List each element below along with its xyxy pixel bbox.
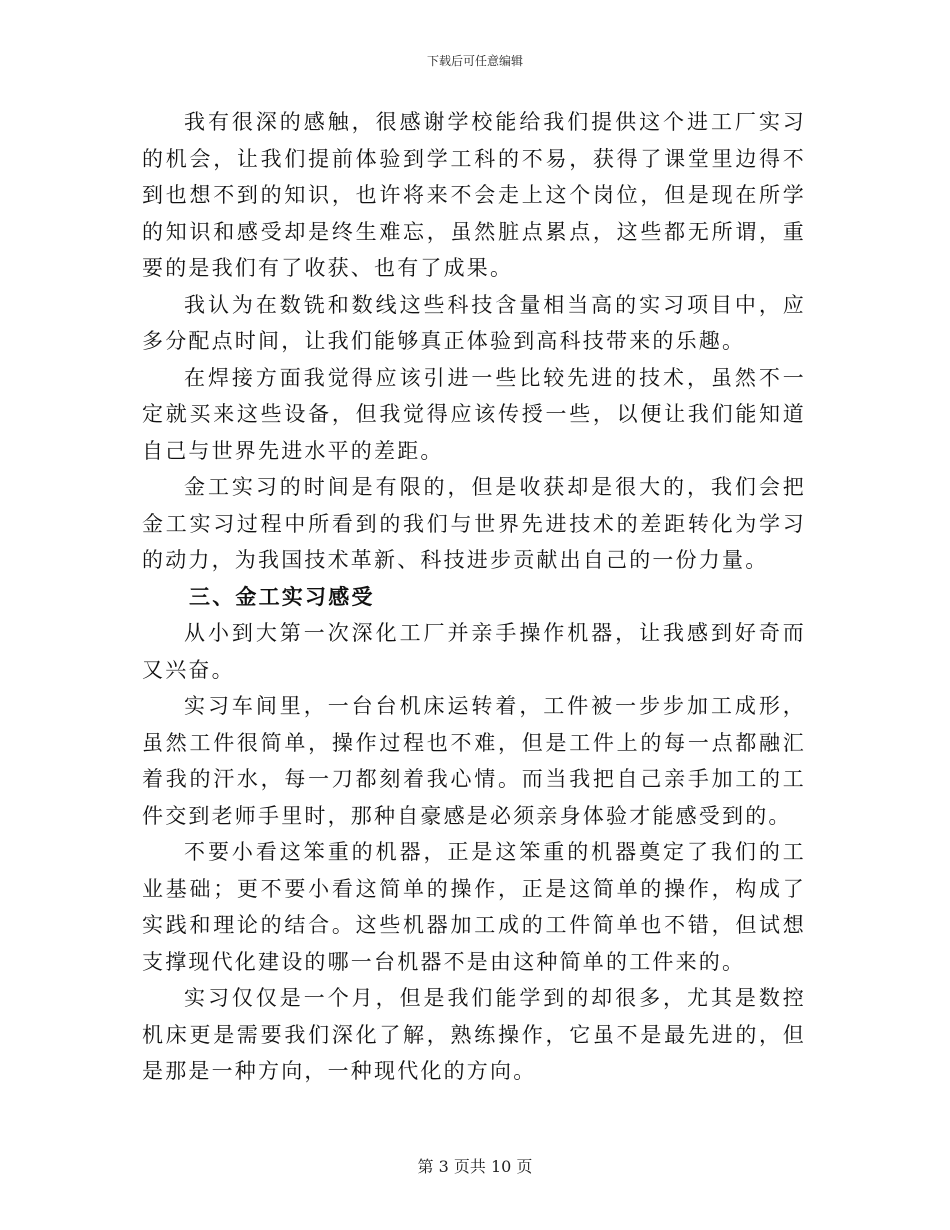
paragraph-1: 我有很深的感触，很感谢学校能给我们提供这个进工厂实习的机会，让我们提前体验到学工科的不易，获得了课堂里边得不到也想不到的知识，也许将来不会走上这个岗位，但是现在所学的知识和感受却是终生难忘，虽然脏点累点，这些都无所谓，重要的是我们有了收获、也有了成果。 xyxy=(142,110,806,280)
paragraph-2: 我认为在数铣和数线这些科技含量相当高的实习项目中，应多分配点时间，让我们能够真正体验到高科技带来的乐趣。 xyxy=(142,292,806,353)
section-heading: 三、金工实习感受 xyxy=(189,584,375,609)
paragraph-7: 不要小看这笨重的机器，正是这笨重的机器奠定了我们的工业基础；更不要小看这简单的操作，正是这简单的操作，构成了实践和理论的结合。这些机器加工成的工件简单也不错，但试想支撑现代化建设的哪一台机器不是由这种简单的工件来的。 xyxy=(142,840,806,974)
page-number-footer: 第 3 页共 10 页 xyxy=(417,1157,533,1176)
paragraph-6: 实习车间里，一台台机床运转着，工件被一步步加工成形，虽然工件很简单，操作过程也不难，但是工件上的每一点都融汇着我的汗水，每一刀都刻着我心情。而当我把自己亲手加工的工件交到老师手里时，那种自豪感是必须亲身体验才能感受到的。 xyxy=(142,694,806,828)
page-header: 下载后可任意编辑 xyxy=(426,54,523,68)
paragraph-3: 在焊接方面我觉得应该引进一些比较先进的技术，虽然不一定就买来这些设备，但我觉得应该传授一些，以便让我们能知道自己与世界先进水平的差距。 xyxy=(142,365,806,463)
paragraph-5: 从小到大第一次深化工厂并亲手操作机器，让我感到好奇而又兴奋。 xyxy=(142,621,806,682)
paragraph-4: 金工实习的时间是有限的，但是收获却是很大的，我们会把金工实习过程中所看到的我们与世界先进技术的差距转化为学习的动力，为我国技术革新、科技进步贡献出自己的一份力量。 xyxy=(142,475,806,572)
document-body xyxy=(142,104,806,1090)
paragraph-8: 实习仅仅是一个月，但是我们能学到的却很多，尤其是数控机床更是需要我们深化了解，熟练操作，它虽不是最先进的，但是那是一种方向，一种现代化的方向。 xyxy=(142,986,806,1083)
